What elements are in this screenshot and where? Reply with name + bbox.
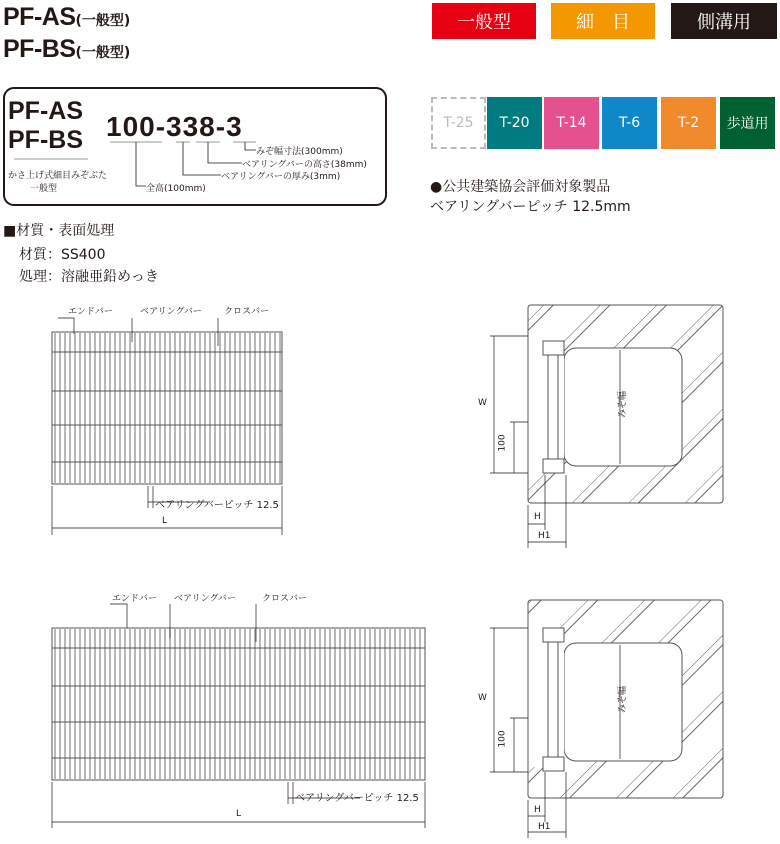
callout-bar-thickness: ベアリングバーの厚み(3mm) [221, 172, 341, 182]
label-bearing-bar-top: ベアリングバー [140, 307, 202, 317]
badge-t25: T-25 [431, 97, 486, 149]
section-drawing-bottom [490, 600, 723, 838]
badge-t20: T-20 [487, 97, 542, 149]
badge-t2: T-2 [661, 97, 716, 149]
label-length-bottom: L [236, 809, 242, 819]
label-width-bottom: W [478, 693, 487, 703]
code-type-note-1: かさ上げ式細目みぞぶた [8, 171, 108, 181]
label-pitch-bottom: ベアリングバーピッチ 12.5 [295, 793, 419, 804]
label-end-bar-bottom: エンドバー [112, 594, 157, 604]
label-h1-bottom: H1 [538, 822, 551, 832]
code-underlines [14, 142, 256, 159]
callout-total-height: 全高(100mm) [146, 184, 206, 194]
section-drawing-top [490, 305, 723, 548]
label-h1-top: H1 [538, 531, 551, 541]
badge-t14: T-14 [544, 97, 599, 149]
treatment-line: 処理：溶融亜鉛めっき [19, 269, 159, 285]
code-type-note-2: 一般型 [30, 184, 58, 194]
label-100-top: 100 [497, 434, 508, 452]
tag-fine-mesh: 細 目 [551, 3, 655, 39]
code-model-as: PF-AS [8, 97, 83, 125]
label-end-bar-top: エンドバー [68, 307, 113, 317]
label-cross-bar-top: クロスバー [224, 307, 270, 317]
label-cross-bar-bottom: クロスバー [262, 594, 308, 604]
code-number: 100-338-3 [106, 111, 243, 142]
code-model-bs: PF-BS [8, 126, 83, 154]
label-h-bottom: H [534, 805, 541, 815]
tag-general: 一般型 [432, 3, 536, 39]
label-bearing-bar-bottom: ベアリングバー [174, 594, 236, 604]
material-heading: ■材質・表面処理 [3, 223, 115, 239]
title-subtitle-1: (一般型) [75, 13, 131, 29]
code-leaders [136, 142, 256, 186]
material-line: 材質：SS400 [19, 247, 106, 263]
label-width-top: W [478, 398, 487, 408]
label-mizo-bottom: みぞ幅 [618, 685, 629, 714]
tag-gutter: 側溝用 [671, 3, 777, 39]
label-pitch-top: ベアリングバーピッチ 12.5 [155, 500, 279, 511]
title-model-as: PF-AS [3, 3, 76, 31]
badge-t6: T-6 [602, 97, 657, 149]
title-subtitle-2: (一般型) [75, 45, 131, 61]
certification-note: ●公共建築協会評価対象製品 [430, 179, 611, 195]
title-model-bs: PF-BS [3, 35, 76, 63]
label-length-top: L [162, 516, 168, 526]
label-h-top: H [534, 512, 541, 522]
label-100-bottom: 100 [497, 730, 508, 748]
badge-sidewalk: 歩道用 [720, 97, 775, 149]
callout-mizo-width: みぞ幅寸法(300mm) [256, 147, 343, 157]
label-mizo-top: みぞ幅 [618, 390, 629, 419]
pitch-note: ベアリングバーピッチ 12.5mm [430, 199, 631, 215]
callout-bar-height: ベアリングバーの高さ(38mm) [242, 160, 367, 170]
